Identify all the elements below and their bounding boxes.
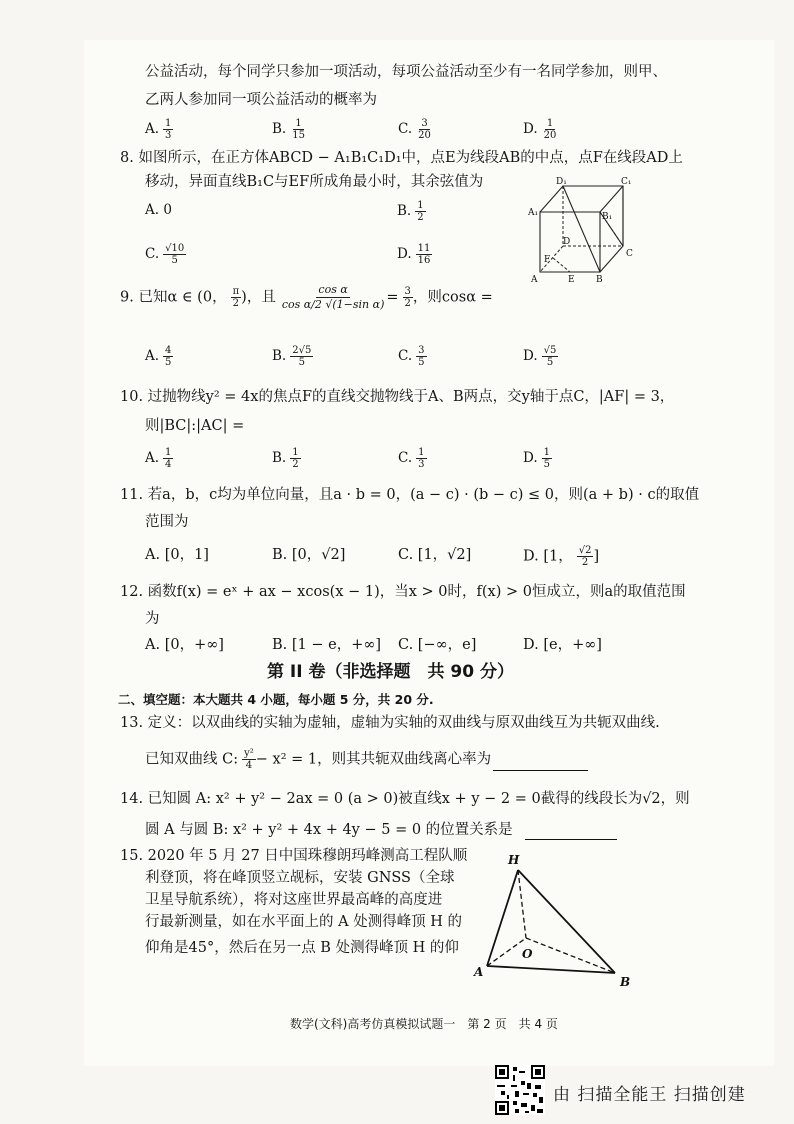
q7-option-d: D. $\frac{1}{20}$ [523,118,557,141]
q12-option-c: C. [−∞，e] [398,637,477,653]
q7-line1: 公益活动，每个同学只参加一项活动，每项公益活动至少有一名同学参加，则甲、 [145,64,667,80]
scanner-watermark: 由 扫描全能王 扫描创建 [553,1085,746,1105]
q11-line1: 11. 若a，b，c均为单位向量，且a · b = 0，(a − c) · (b − c) ≤ 0，则(a + b) · c的取值 [120,487,700,503]
q14-line1: 14. 已知圆 A: x² + y² − 2ax = 0 (a > 0)被直线x + y − 2 = 0截得的线段长为√2，则 [120,791,690,807]
label-a1: A₁ [528,208,539,218]
q7-option-b: B. $\frac{1}{15}$ [272,118,305,141]
q10-option-a: A. $\frac{1}{4}$ [145,447,172,470]
q11-option-b: B. [0，√2] [272,547,346,563]
cube-figure [525,174,640,292]
q10-option-b: B. $\frac{1}{2}$ [272,447,299,470]
label-d1: D₁ [556,177,567,187]
q8-option-d: D. $\frac{11}{16}$ [397,243,431,266]
label-o: O [522,947,533,961]
q8-option-c: C. $\frac{√10}{5}$ [145,243,185,266]
label-c1: C₁ [621,177,632,187]
q7-line2: 乙两人参加同一项公益活动的概率为 [145,92,377,108]
q10-option-c: C. $\frac{1}{3}$ [398,447,425,470]
q11-option-d: D. [1， $\frac{√2}{2}$ ] [523,545,600,568]
q12-option-a: A. [0，+∞] [145,637,224,653]
q9-option-c: C. $\frac{3}{5}$ [398,345,425,368]
q12-option-d: D. [e，+∞] [523,637,602,653]
q14-answer-blank[interactable] [525,823,617,840]
qr-code-icon[interactable] [495,1065,545,1115]
q15-line5: 仰角是45°，然后在另一点 B 处测得峰顶 H 的仰 [145,940,459,956]
q9-option-d: D. $\frac{√5}{5}$ [523,345,557,368]
label-b-tetra: B [620,975,631,989]
q7-option-a: A. $\frac{1}{3}$ [145,118,172,141]
q12-option-b: B. [1 − e，+∞] [272,637,382,653]
q9-stem: 9. 已知α ∈ (0， $\frac{\pi}{2}$ )，且 $\frac{\text{cos α}}{\text{cos α/2 √(1−sin α)}}$ = $\frac{3}{2}$ ，则cosα = [120,283,493,311]
page-footer: 数学(文科)高考仿真模拟试题一 第 2 页 共 4 页 [290,1017,558,1031]
q15-line2: 利登顶，将在峰顶竖立觇标，安装 GNSS（全球 [145,870,455,886]
q9-option-b: B. $\frac{2√5}{5}$ [272,345,312,368]
section-subtitle: 二、填空题：本大题共 4 小题，每小题 5 分，共 20 分. [118,692,434,707]
label-a: A [531,275,538,285]
q11-option-c: C. [1，√2] [398,547,472,563]
label-a-tetra: A [474,965,484,979]
tetrahedron-figure [470,848,640,993]
q10-line1: 10. 过抛物线y² = 4x的焦点F的直线交抛物线于A、B两点，交y轴于点C，|AF| = 3， [120,389,675,405]
label-b: B [596,275,603,285]
q14-line2: 圆 A 与圆 B: x² + y² + 4x + 4y − 5 = 0 的位置关系是 [145,820,617,840]
q13-line1: 13. 定义：以双曲线的实轴为虚轴，虚轴为实轴的双曲线与原双曲线互为共轭双曲线. [120,715,660,731]
label-e: E [568,275,575,285]
q15-line3: 卫星导航系统），将对这座世界最高峰的高度进 [145,892,443,908]
q13-answer-blank[interactable] [493,754,588,771]
q12-line1: 12. 函数f(x) = eˣ + ax − xcos(x − 1)，当x > 0时，f(x) > 0恒成立，则a的取值范围 [120,584,686,600]
label-b1: B₁ [602,212,613,222]
q13-line2: 已知双曲线 C: $\frac{\text{y²}}{4}$ − x² = 1，则其共轭双曲线离心率为 [145,748,588,771]
q8-line1: 8. 如图所示，在正方体ABCD − A₁B₁C₁D₁中，点E为线段AB的中点，点F在线段AD上 [120,150,683,166]
label-f: F [544,255,551,265]
q11-option-a: A. [0，1] [145,547,209,563]
q15-line1: 15. 2020 年 5 月 27 日中国珠穆朗玛峰测高工程队顺 [120,848,468,864]
q11-line2: 范围为 [145,514,189,530]
q9-option-a: A. $\frac{4}{5}$ [145,345,172,368]
q15-line4: 行最新测量，如在水平面上的 A 处测得峰顶 H 的 [145,914,463,930]
q10-line2: 则|BC|:|AC| = [145,418,245,434]
label-c: C [626,249,633,259]
section-title: 第 II 卷（非选择题 共 90 分） [267,662,514,682]
q8-option-b: B. $\frac{1}{2}$ [397,200,424,223]
q8-line2: 移动，异面直线B₁C与EF所成角最小时，其余弦值为 [145,174,484,190]
q8-option-a: A. 0 [145,202,172,218]
q12-line2: 为 [145,611,160,627]
q10-option-d: D. $\frac{1}{5}$ [523,447,551,470]
q7-option-c: C. $\frac{3}{20}$ [398,118,431,141]
label-d: D [563,237,571,247]
label-h: H [508,853,520,867]
